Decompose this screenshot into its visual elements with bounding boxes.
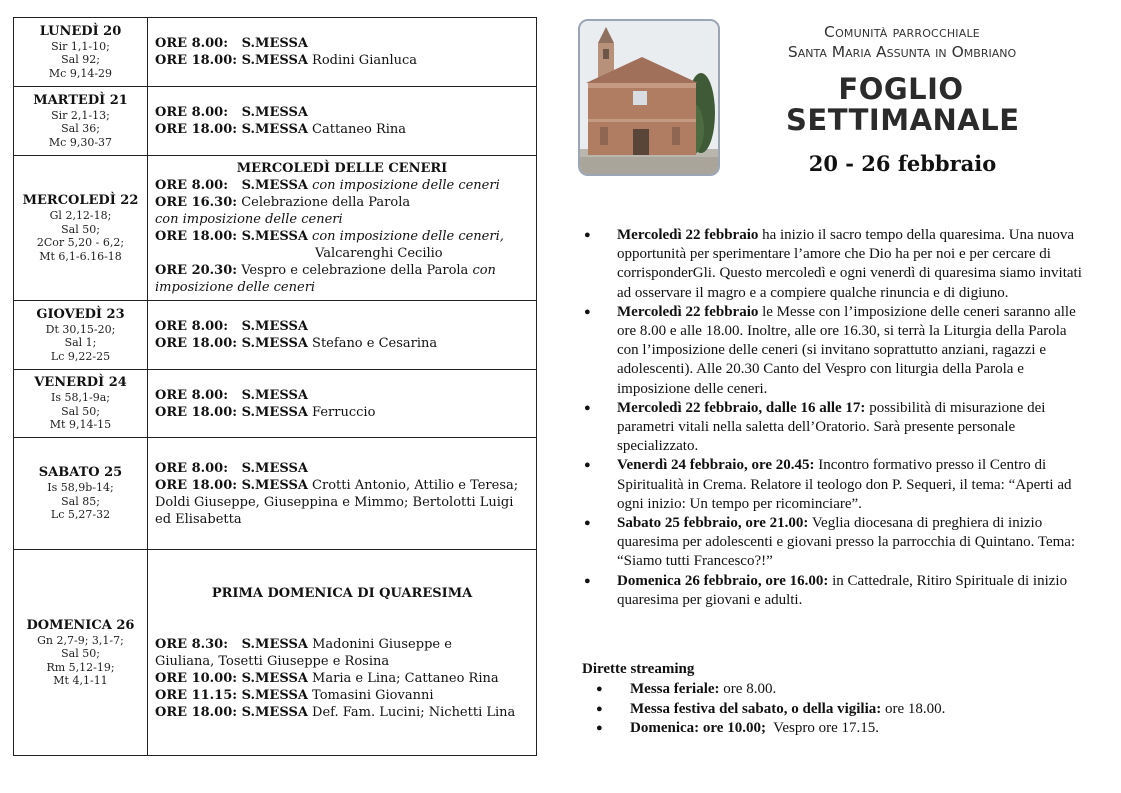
notice-date: Mercoledì 22 febbraio — [617, 303, 759, 320]
streaming-item — [596, 719, 1076, 739]
notice-text: ha inizio il sacro tempo della quaresima. Una nuova opportunità per sperimentare l’amore che Dio ha per noi e per cercare di corrisponderGli. Questo mercoledì e ogni venerdì di quaresima siamo invitati ad osservare il magro e a compiere qualche rinuncia e di digiuno. — [617, 227, 1082, 301]
streaming-time: Vespro ore 17.15. — [765, 720, 879, 736]
reading-ref: Gn 2,7-9; 3,1-7; — [37, 633, 124, 647]
masses-cell — [148, 18, 537, 87]
mass-line — [155, 387, 529, 404]
day-cell — [14, 550, 148, 756]
schedule-row — [14, 18, 537, 87]
mass-text: Celebrazione della Parola — [237, 195, 411, 210]
reading-ref: Lc 9,22-25 — [50, 349, 111, 363]
day-heading: MERCOLEDÌ DELLE CENERI — [236, 161, 448, 176]
mass-time: ORE 8.00: S.MESSA — [155, 36, 308, 51]
mass-line — [155, 460, 529, 477]
streaming-label: Messa festiva del sabato, o della vigilia: — [630, 700, 882, 717]
streaming-label: Domenica: ore 10.00; — [630, 720, 766, 736]
schedule-row — [14, 370, 537, 438]
notice-text: Veglia diocesana di preghiera di inizio quaresima per adolescenti e giovani presso la parrocchia di Quintano. Tema: “Siamo tutti Francesco?!” — [617, 515, 1076, 570]
day-cell — [14, 301, 148, 370]
masses-cell — [148, 156, 537, 301]
mass-text: Ferruccio — [307, 404, 376, 420]
mass-line — [155, 477, 529, 494]
streaming-item — [596, 700, 1076, 720]
notice-date: Domenica 26 febbraio, ore 16.00: — [617, 572, 829, 589]
mass-line — [155, 636, 529, 653]
streaming-item — [596, 680, 1076, 700]
mass-line — [155, 121, 529, 138]
notice-text: le Messe con l’imposizione delle ceneri saranno alle ore 8.00 e alle 18.00. Inoltre, alle ore 16.30, si terrà la Liturgia della Parola con l’imposizione delle ceneri (si invitano soprattutto anziani, ragazzi e adolescenti). Alle 20.30 Canto del Vespro con liturgia della Parola e imposizione delle ceneri. — [617, 303, 1076, 397]
mass-line — [155, 318, 529, 335]
day-name: MERCOLEDÌ 22 — [22, 193, 139, 208]
notice-item — [582, 456, 1090, 514]
mass-time: ORE 8.00: S.MESSA — [155, 387, 308, 403]
reading-ref: Rm 5,12-19; — [46, 660, 115, 674]
mass-line — [155, 687, 529, 704]
mass-line — [155, 177, 529, 194]
mass-line — [155, 35, 529, 52]
day-cell — [14, 87, 148, 156]
day-cell — [14, 438, 148, 550]
mass-line — [155, 653, 529, 670]
mass-line — [155, 245, 529, 262]
masses-cell — [148, 301, 537, 370]
mass-time: ORE 18.00: S.MESSA — [155, 477, 308, 493]
mass-time: ORE 20.30: — [155, 263, 238, 278]
masses-cell — [148, 550, 537, 756]
mass-text: Vespro e celebrazione della Parola — [237, 263, 473, 278]
notices-list — [582, 226, 1090, 610]
schedule-row — [14, 301, 537, 370]
day-name: LUNEDÌ 20 — [39, 23, 122, 39]
masses-cell — [148, 370, 537, 438]
schedule-row — [14, 87, 537, 156]
mass-line — [155, 404, 529, 421]
mass-line — [155, 211, 529, 228]
streaming-label: Messa feriale: — [630, 681, 720, 697]
mass-time: ORE 18.00: S.MESSA — [155, 336, 308, 351]
mass-time: ORE 8.00: S.MESSA — [155, 105, 308, 120]
week-dates: 20 - 26 febbraio — [808, 151, 997, 176]
reading-ref: Sal 50; — [61, 404, 100, 418]
church-photo — [578, 19, 720, 176]
schedule-row — [14, 550, 537, 756]
streaming-title: Dirette streaming — [582, 661, 695, 677]
mass-text: con imposizione delle ceneri — [155, 212, 343, 227]
notice-text: possibilità di misurazione dei parametri vitali nella saletta dell’Oratorio. Sarà presente personale specializzato. — [617, 399, 1046, 455]
mass-text: Cattaneo Rina — [307, 122, 407, 137]
church-illustration — [580, 21, 720, 176]
mass-line — [155, 279, 529, 296]
day-name: MARTEDÌ 21 — [33, 92, 128, 108]
title-line-1: FOGLIO — [838, 72, 964, 106]
schedule-row — [14, 156, 537, 301]
notice-date: Venerdì 24 febbraio, ore 20.45: — [617, 457, 815, 474]
streaming-time: ore 8.00. — [719, 681, 777, 697]
notice-item — [582, 399, 1090, 457]
mass-text: Doldi Giuseppe, Giuseppina e Mimmo; Bertolotti Luigi — [155, 494, 514, 510]
reading-ref: Sal 50; — [61, 647, 100, 660]
schedule-body — [14, 18, 537, 756]
mass-time: ORE 18.00: S.MESSA — [155, 704, 308, 720]
parish-name — [748, 22, 1056, 62]
mass-text: con imposizione delle ceneri, — [307, 229, 504, 244]
day-name: DOMENICA 26 — [26, 617, 135, 633]
mass-line — [155, 194, 529, 211]
mass-line — [155, 704, 529, 721]
schedule-row — [14, 438, 537, 550]
streaming-time: ore 18.00. — [881, 700, 946, 717]
notice-item — [582, 572, 1090, 610]
mass-time: ORE 11.15: S.MESSA — [155, 687, 308, 703]
day-cell — [14, 370, 148, 438]
reading-ref: Gl 2,12-18; — [49, 209, 112, 222]
notice-item — [582, 303, 1090, 399]
parish-line-1: Comunità parrocchiale — [824, 23, 980, 41]
day-cell — [14, 156, 148, 301]
reading-ref: Is 58,1-9a; — [51, 391, 110, 405]
mass-time: ORE 18.00: S.MESSA — [155, 122, 308, 137]
day-cell — [14, 18, 148, 87]
notice-date: Sabato 25 febbraio, ore 21.00: — [617, 515, 809, 532]
day-heading: PRIMA DOMENICA DI QUARESIMA — [211, 585, 473, 601]
parish-line-2: Santa Maria Assunta in Ombriano — [787, 43, 1017, 61]
reading-ref: Sal 92; — [61, 53, 100, 67]
mass-text: Madonini Giuseppe e — [307, 636, 452, 652]
reading-ref: Sal 50; — [61, 222, 100, 236]
mass-text: Stefano e Cesarina — [307, 336, 438, 351]
reading-ref: Mc 9,30-37 — [48, 135, 113, 149]
mass-time: ORE 8.30: S.MESSA — [155, 636, 308, 652]
mass-time: ORE 8.00: S.MESSA — [155, 460, 308, 476]
day-name: SABATO 25 — [38, 465, 123, 481]
reading-ref: 2Cor 5,20 - 6,2; — [36, 236, 125, 249]
reading-ref: Sal 36; — [61, 122, 100, 136]
notice-date: Mercoledì 22 febbraio — [617, 227, 759, 243]
mass-line — [155, 335, 529, 352]
notice-item — [582, 226, 1090, 303]
mass-line — [155, 228, 529, 245]
mass-text: Valcarenghi Cecilio — [315, 246, 443, 261]
mass-time: ORE 18.00: S.MESSA — [155, 53, 308, 68]
reading-ref: Sal 1; — [64, 336, 97, 350]
mass-line — [155, 511, 529, 528]
masses-cell — [148, 87, 537, 156]
mass-line — [155, 262, 529, 279]
title-line-2: SETTIMANALE — [786, 103, 1020, 137]
mass-line — [155, 52, 529, 69]
masses-cell — [148, 438, 537, 550]
notice-text: in Cattedrale, Ritiro Spirituale di inizio quaresima per giovani e adulti. — [617, 572, 1068, 608]
mass-text: Giuliana, Tosetti Giuseppe e Rosina — [155, 653, 390, 669]
notice-date: Mercoledì 22 febbraio, dalle 16 alle 17: — [617, 399, 866, 416]
mass-text: Maria e Lina; Cattaneo Rina — [307, 670, 499, 686]
reading-ref: Mt 9,14-15 — [49, 418, 112, 432]
mass-time: ORE 18.00: S.MESSA — [155, 229, 308, 244]
reading-ref: Sir 1,1-10; — [51, 39, 110, 53]
mass-time: ORE 10.00: S.MESSA — [155, 670, 308, 686]
reading-ref: Dt 30,15-20; — [45, 322, 116, 336]
mass-line — [155, 494, 529, 511]
day-name: VENERDÌ 24 — [34, 375, 127, 391]
day-name: GIOVEDÌ 23 — [36, 306, 125, 322]
mass-text: con — [472, 263, 496, 278]
mass-text: ed Elisabetta — [155, 511, 242, 527]
mass-line — [155, 670, 529, 687]
mass-time: ORE 8.00: S.MESSA — [155, 178, 308, 193]
mass-text: con imposizione delle ceneri — [307, 178, 500, 193]
mass-line — [155, 104, 529, 121]
reading-ref: Sal 85; — [61, 494, 100, 508]
mass-time: ORE 16.30: — [155, 195, 238, 210]
mass-text: Tomasini Giovanni — [307, 687, 434, 703]
reading-ref: Lc 5,27-32 — [50, 508, 111, 522]
mass-text: Rodini Gianluca — [307, 53, 418, 68]
notice-text: Incontro formativo presso il Centro di Spiritualità in Crema. Relatore il teologo don P. Sequeri, il tema: “Aperti ad ogni inizio: Un tempo per ricominciare”. — [617, 457, 1072, 512]
mass-text: Crotti Antonio, Attilio e Teresa; — [307, 477, 519, 493]
streaming-list — [596, 680, 1076, 739]
reading-ref: Mt 6,1-6.16-18 — [39, 249, 122, 263]
mass-time: ORE 8.00: S.MESSA — [155, 319, 308, 334]
mass-text: imposizione delle ceneri — [155, 280, 316, 295]
mass-time: ORE 18.00: S.MESSA — [155, 404, 308, 420]
reading-ref: Sir 2,1-13; — [51, 108, 110, 122]
weekly-schedule-table — [13, 17, 537, 756]
mass-text: Def. Fam. Lucini; Nichetti Lina — [307, 704, 516, 720]
reading-ref: Mt 4,1-11 — [53, 674, 108, 687]
reading-ref: Is 58,9b-14; — [47, 481, 114, 495]
notice-item — [582, 514, 1090, 572]
newsletter-title — [786, 72, 1020, 137]
reading-ref: Mc 9,14-29 — [48, 66, 113, 80]
